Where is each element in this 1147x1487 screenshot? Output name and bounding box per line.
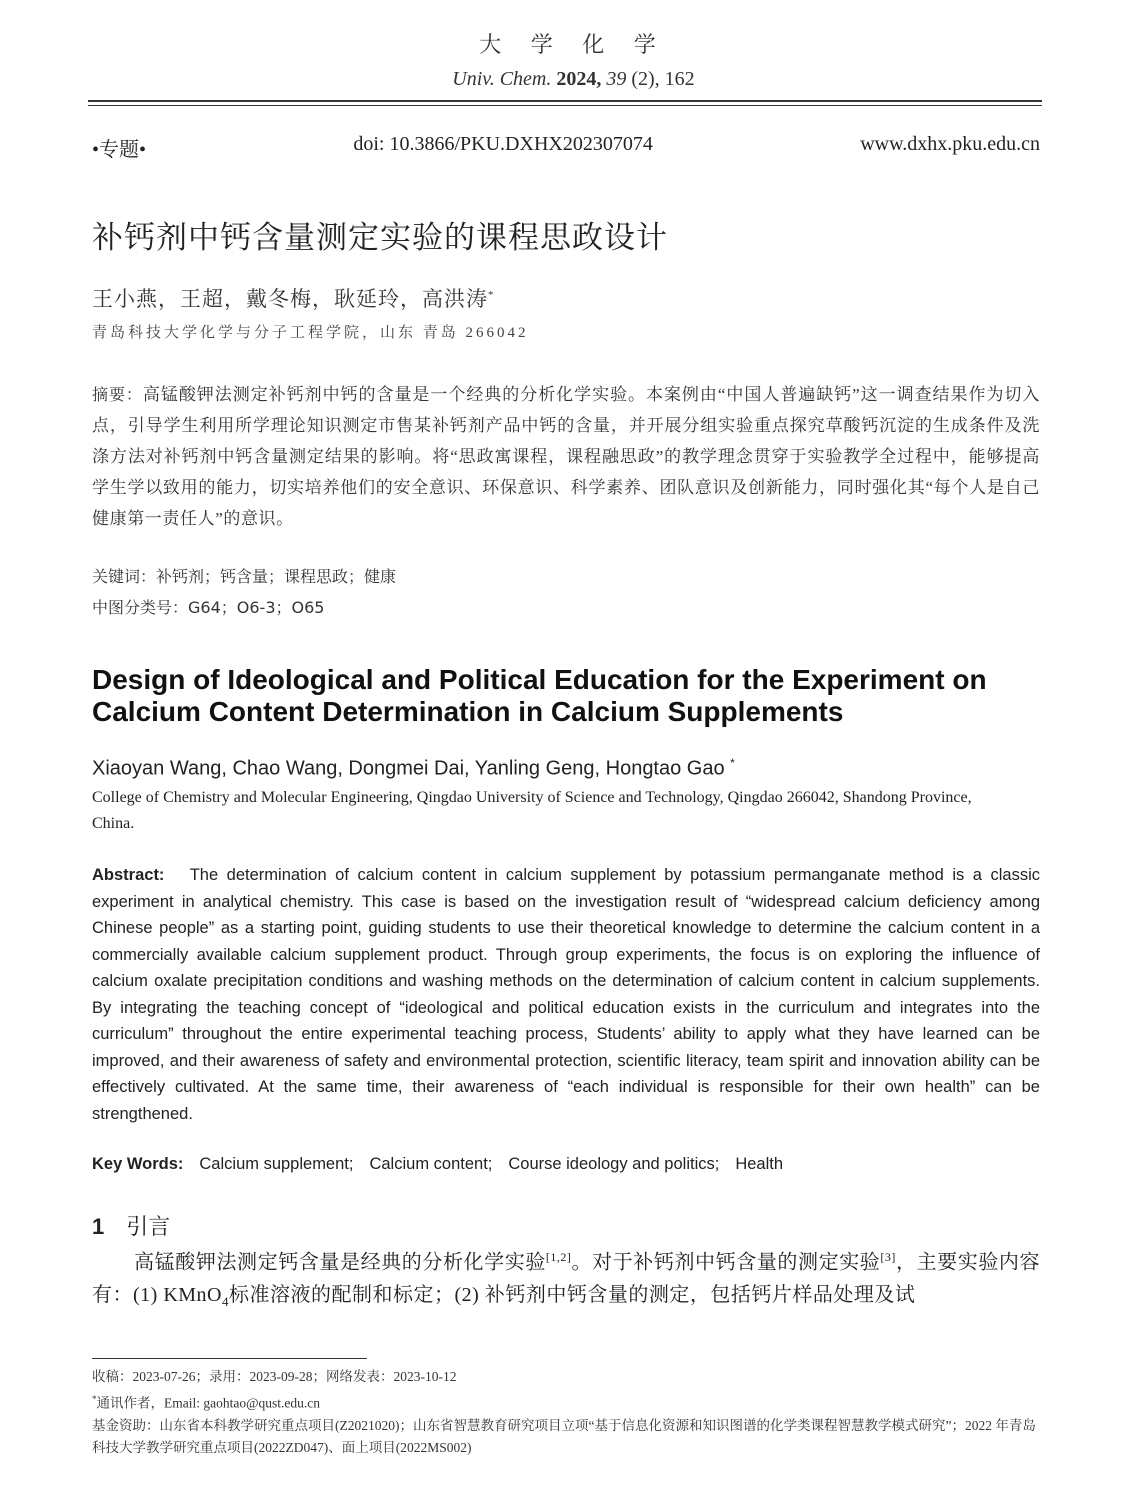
- footnote-corr-text: 通讯作者，Email: gaohtao@qust.edu.cn: [96, 1395, 321, 1411]
- footnotes: [92, 1366, 1040, 1459]
- en-title: Design of Ideological and Political Education for the Experiment on Calcium Content Determination in Calcium Supplements: [92, 664, 987, 727]
- meta-row: [92, 133, 1040, 162]
- footnote-dates: 收稿：2023-07-26；录用：2023-09-28；网络发表：2023-10-12: [92, 1369, 457, 1384]
- cn-title: 补钙剂中钙含量测定实验的课程思政设计: [92, 220, 668, 255]
- cn-keywords-text: 补钙剂；钙含量；课程思政；健康: [156, 567, 397, 586]
- citation-ref[interactable]: [3]: [880, 1250, 896, 1264]
- formula-subscript: 4: [222, 1293, 229, 1309]
- cn-class-codes: G64；O6-3；O65: [188, 598, 325, 617]
- citation-volume: 39: [606, 68, 627, 90]
- en-authors: [92, 756, 735, 781]
- cn-abstract-label: 摘要：: [92, 385, 143, 404]
- footnote-corr-mark: *: [92, 1394, 97, 1404]
- footnote-rule: [92, 1358, 367, 1359]
- intro-text-3: ，主要实验内容有：(1) KMnO: [92, 1251, 1041, 1306]
- header-rule-thin: [88, 105, 1042, 106]
- en-keyword: Course ideology and politics;: [508, 1155, 720, 1173]
- footnote-funding: 基金资助：山东省本科教学研究重点项目(Z2021020)；山东省智慧教育研究项目立项“基于信息化资源和知识图谱的化学类课程智慧教学模式研究”；2022 年青岛科技大学教学研究重点项目(2022ZD047)、面上项目(2022MS002): [92, 1417, 1036, 1455]
- en-corresponding-mark: *: [730, 756, 735, 770]
- cn-author-list: 王小燕，王超，戴冬梅，耿延玲，高洪涛: [92, 287, 488, 311]
- intro-paragraph: [92, 1241, 1040, 1318]
- cn-authors: [92, 283, 495, 313]
- en-affiliation: College of Chemistry and Molecular Engineering, Qingdao University of Science and Technology, Qingdao 266042, Shandong Province, China.: [92, 789, 972, 832]
- cn-keywords: [92, 564, 396, 587]
- citation-year: 2024,: [556, 68, 602, 90]
- en-keyword: Health: [735, 1155, 784, 1173]
- en-keywords-label: Key Words:: [92, 1155, 184, 1173]
- cn-class-label: 中图分类号：: [92, 598, 189, 617]
- citation-issue-pages: (2), 162: [631, 68, 695, 90]
- section-title: 引言: [126, 1214, 171, 1239]
- en-keywords: [92, 1155, 783, 1174]
- citation-ref[interactable]: [1,2]: [545, 1250, 572, 1264]
- column-label: •专题•: [92, 139, 147, 161]
- footnote-corresponding: [92, 1388, 1040, 1415]
- cn-abstract-text: 高锰酸钾法测定补钙剂中钙的含量是一个经典的分析化学实验。本案例由“中国人普遍缺钙”这一调查结果作为切入点，引导学生利用所学理论知识测定市售某补钙剂产品中钙的含量，并开展分组实验重点探究草酸钙沉淀的生成条件及洗涤方法对补钙剂中钙含量测定结果的影响。将“思政寓课程，课程融思政”的教学理念贯穿于实验教学全过程中，能够提高学生学以致用的能力，切实培养他们的安全意识、环保意识、科学素养、团队意识及创新能力，同时强化其“每个人是自己健康第一责任人”的意识。: [92, 385, 1040, 528]
- section-number: 1: [92, 1214, 105, 1239]
- en-author-list: Xiaoyan Wang, Chao Wang, Dongmei Dai, Yanling Geng, Hongtao Gao: [92, 757, 725, 780]
- citation-line: [0, 68, 1147, 91]
- intro-text-1: 高锰酸钾法测定钙含量是经典的分析化学实验: [134, 1251, 546, 1274]
- en-abstract-label: Abstract:: [92, 866, 165, 884]
- cn-affiliation: 青岛科技大学化学与分子工程学院，山东 青岛 266042: [92, 325, 529, 341]
- intro-text-4: 标准溶液的配制和标定；(2) 补钙剂中钙含量的测定，包括钙片样品处理及试: [229, 1283, 916, 1306]
- journal-name: 大 学 化 学: [479, 32, 668, 57]
- header-rule: [88, 100, 1042, 102]
- en-abstract-text: The determination of calcium content in calcium supplement by potassium permanganate method is a classic experiment in analytical chemistry. This case is based on the investigation result of “widespread calcium deficiency among Chinese people” as a starting point, guiding students to use their theoretical knowledge to determine the calcium content in a commercially available calcium supplement product. Through group experiments, the focus is on exploring the influence of calcium oxalate precipitation conditions and washing methods on the determination of calcium content in calcium supplements. By integrating the teaching concept of “ideological and political education exists in the curriculum and integrates into the curriculum” throughout the entire experimental teaching process, Students’ ability to apply what they have learned can be improved, and their awareness of safety and environmental protection, scientific literacy, team spirit and innovation ability can be effectively cultivated. At the same time, their awareness of “each individual is responsible for their own health” can be strengthened.: [92, 866, 1040, 1123]
- cn-keywords-label: 关键词：: [92, 567, 157, 586]
- en-abstract: [92, 862, 1040, 1127]
- cn-abstract: [92, 379, 1040, 534]
- cn-classification: [92, 595, 324, 618]
- journal-abbr: Univ. Chem.: [452, 68, 552, 90]
- doi-link[interactable]: doi: 10.3866/PKU.DXHX202307074: [353, 133, 653, 155]
- website-link[interactable]: www.dxhx.pku.edu.cn: [860, 133, 1040, 155]
- en-keyword: Calcium supplement;: [199, 1155, 354, 1173]
- section-heading: [92, 1210, 170, 1241]
- cn-corresponding-mark: *: [488, 289, 495, 301]
- intro-text-2: 。对于补钙剂中钙含量的测定实验: [571, 1251, 881, 1274]
- en-keyword: Calcium content;: [369, 1155, 493, 1173]
